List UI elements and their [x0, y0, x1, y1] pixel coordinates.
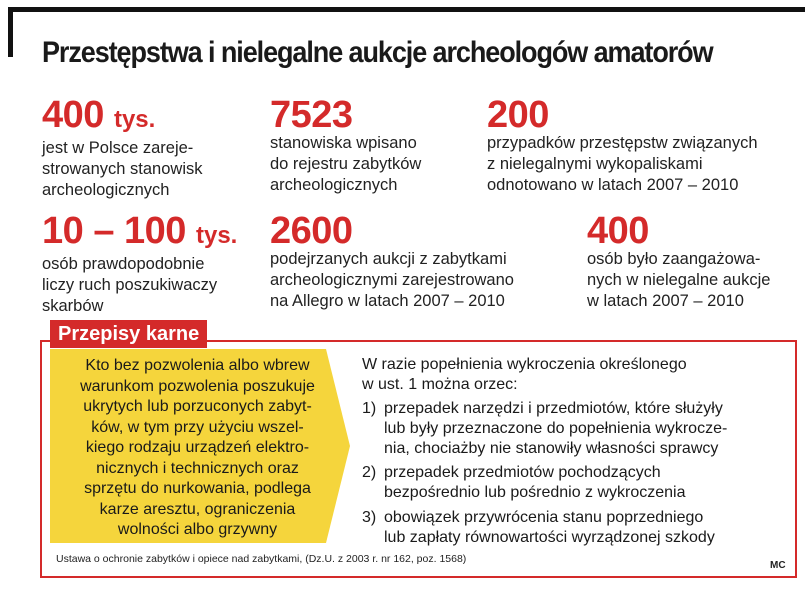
source-citation: Ustawa o ochronie zabytków i opiece nad zabytkami, (Dz.U. z 2003 r. nr 162, poz. 1568) — [56, 553, 467, 565]
penal-label: Przepisy karne — [50, 320, 207, 348]
stat-suspicious-auctions — [270, 212, 514, 312]
stat-registered-sites — [42, 96, 202, 201]
stat-number: 200 — [487, 94, 549, 136]
author-credit: MC — [770, 560, 786, 571]
stat-treasure-hunters — [42, 212, 237, 317]
stat-number: 2600 — [270, 210, 353, 252]
stat-description: osób było zaangażowa- nych w nielegalne aukcje w latach 2007 – 2010 — [587, 250, 771, 310]
penalty-item-number: 2) — [362, 464, 377, 481]
frame-left-bar — [8, 7, 13, 57]
stat-listed-sites — [270, 96, 421, 196]
highlight-text: Kto bez pozwolenia albo wbrew warunkom pozwolenia poszukuje ukrytych lub porzuconych zabyt- ków, w tym przy użyciu wszel- kiego rodzaju urządzeń elektro- nicznych i technicznych oraz sprzętu do nurkowania, podlega karze aresztu, ograniczenia wolności albo grzywny — [80, 357, 315, 538]
penalty-item-text: obowiązek przywrócenia stanu poprzedniego lub zapłaty równowartości wyrządzonej szkody — [384, 509, 715, 546]
stat-number: 7523 — [270, 94, 353, 136]
stat-description: osób prawdopodobnie liczy ruch poszukiwaczy skarbów — [42, 255, 218, 315]
stat-crime-cases — [487, 96, 758, 196]
stat-number: 400 — [587, 210, 649, 252]
stat-description: przypadków przestępstw związanych z nielegalnymi wykopaliskami odnotowano w latach 2007 – 2010 — [487, 134, 758, 194]
stat-description: jest w Polsce zareje- strowanych stanowisk archeologicznych — [42, 139, 203, 199]
stat-description: stanowiska wpisano do rejestru zabytków archeologicznych — [270, 134, 422, 194]
penalty-item-text: przepadek przedmiotów pochodzących bezpośrednio lub pośrednio z wykroczenia — [384, 464, 686, 501]
penalty-intro: W razie popełnienia wykroczenia określonego w ust. 1 można orzec: — [362, 356, 687, 393]
stat-number: 10 – 100 tys. — [42, 210, 238, 252]
frame-top-bar — [8, 7, 805, 12]
stat-people-involved — [587, 212, 770, 312]
penalty-item-text: przepadek narzędzi i przedmiotów, które służyły lub były przeznaczone do popełnienia wykrocze- nia, chociażby nie stanowiły własności sprawcy — [384, 400, 728, 457]
stat-description: podejrzanych aukcji z zabytkami archeologicznymi zarejestrowano na Allegro w latach 2007 – 2010 — [270, 250, 514, 310]
page-title: Przestępstwa i nielegalne aukcje archeologów amatorów — [42, 36, 713, 69]
penalty-item-number: 1) — [362, 400, 377, 417]
penalty-item-number: 3) — [362, 509, 377, 526]
stat-number: 400 tys. — [42, 94, 156, 136]
